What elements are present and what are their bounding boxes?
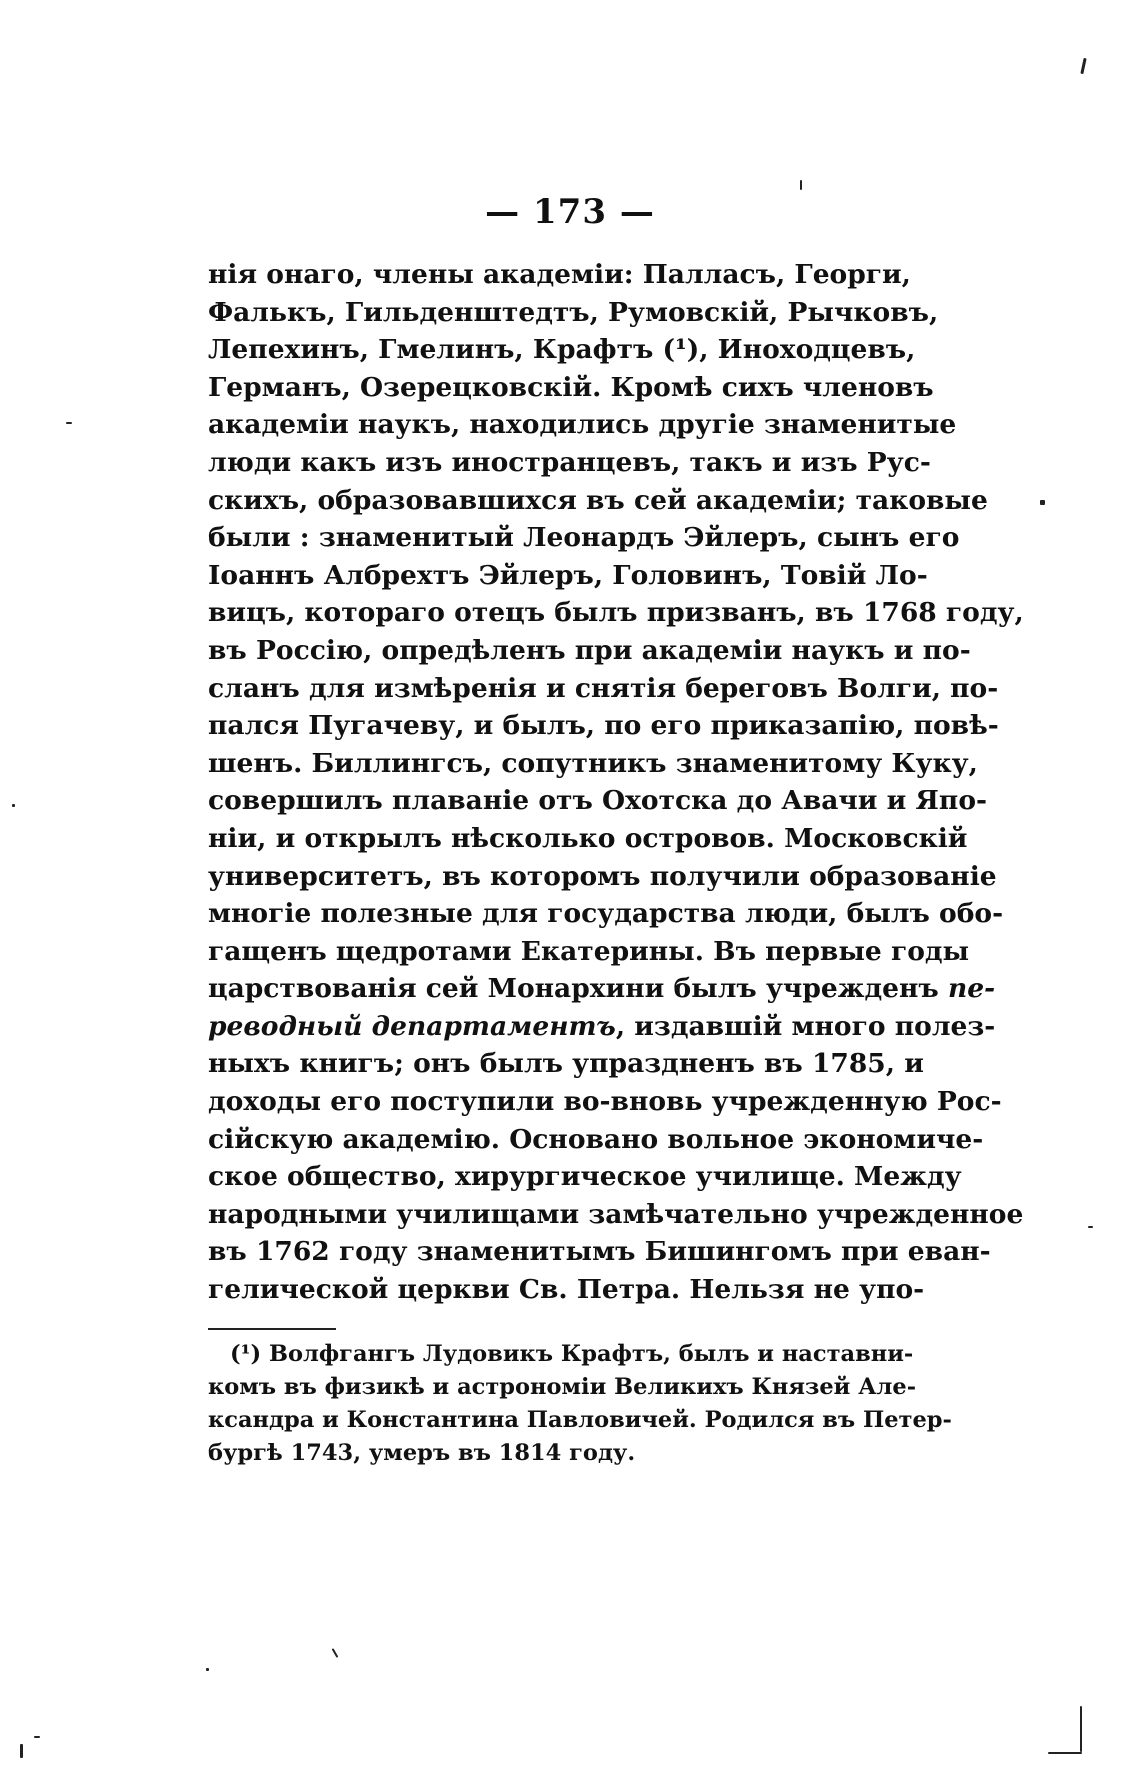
text-line: Фалькъ, Гильденштедтъ, Румовскій, Рычковъ, xyxy=(208,296,939,328)
text-line: вицъ, котораго отецъ былъ призванъ, въ 1768 году, xyxy=(208,597,1024,629)
text-segment: , издавшій много полез- xyxy=(615,1010,996,1042)
scan-speck xyxy=(1040,500,1045,505)
text-line: нія онаго, члены академіи: Палласъ, Георги, xyxy=(208,259,911,290)
footnote-line: ксандра и Константина Павловичей. Родился въ Петер- xyxy=(208,1407,952,1433)
text-line: пался Пугачеву, и былъ, по его приказапію, повѣ- xyxy=(208,710,999,742)
text-line: гелической церкви Св. Петра. Нельзя не упо- xyxy=(208,1274,925,1306)
scan-speck xyxy=(206,1668,209,1671)
text-line: университетъ, въ которомъ получили образованіе xyxy=(208,860,997,892)
text-line: ніи, и открылъ нѣсколько островов. Московскій xyxy=(208,822,968,854)
text-line: Іоаннъ Албрехтъ Эйлеръ, Головинъ, Товій Ло- xyxy=(208,559,928,591)
scan-speck xyxy=(800,180,802,190)
footnote-block xyxy=(208,1338,952,1470)
scan-speck xyxy=(12,804,15,807)
text-line: шенъ. Биллингсъ, сопутникъ знаменитому Куку, xyxy=(208,747,978,779)
page-number: — 173 — xyxy=(485,192,655,232)
footnote-divider xyxy=(208,1328,336,1330)
text-segment: царствованія сей Монархини былъ учрежденъ xyxy=(208,973,939,1005)
footnote-line: бургѣ 1743, умеръ въ 1814 году. xyxy=(208,1440,636,1466)
text-line: Лепехинъ, Гмелинъ, Крафтъ (¹), Иноходцевъ, xyxy=(208,334,916,366)
text-line: были : знаменитый Леонардъ Эйлеръ, сынъ его xyxy=(208,522,960,554)
text-line: сланъ для измѣренія и снятія береговъ Волги, по- xyxy=(208,672,999,704)
text-line: скихъ, образовавшихся въ сей академіи; таковые xyxy=(208,484,988,516)
text-line: ныхъ книгъ; онъ былъ упраздненъ въ 1785, и xyxy=(208,1048,924,1080)
footnote-line: (¹) Волфгангъ Лудовикъ Крафтъ, былъ и наставни- xyxy=(230,1341,914,1367)
scan-speck xyxy=(20,1744,23,1758)
scan-speck xyxy=(66,422,72,424)
text-line: люди какъ изъ иностранцевъ, такъ и изъ Рус- xyxy=(208,446,931,478)
text-line: доходы его поступили во-вновь учрежденную Рос- xyxy=(208,1086,1002,1118)
text-line: академіи наукъ, находились другіе знаменитые xyxy=(208,409,957,441)
italic-segment: пе- xyxy=(947,973,996,1005)
scan-speck xyxy=(1088,1226,1093,1228)
text-line: совершилъ плаваніе отъ Охотска до Авачи и Япо- xyxy=(208,785,987,817)
footnote-line: комъ въ физикѣ и астрономіи Великихъ Князей Але- xyxy=(208,1374,917,1400)
text-line-with-italic xyxy=(208,1008,996,1046)
text-line: въ Россію, опредѣленъ при академіи наукъ и по- xyxy=(208,634,971,666)
scan-speck xyxy=(1080,1706,1082,1752)
text-line: гащенъ щедротами Екатерины. Въ первые годы xyxy=(208,935,970,967)
text-line: сійскую академію. Основано вольное экономиче- xyxy=(208,1123,984,1155)
scan-speck xyxy=(1080,58,1086,74)
scan-speck xyxy=(34,1736,40,1738)
text-line-with-italic xyxy=(208,970,996,1008)
text-line: народными училищами замѣчательно учрежденное xyxy=(208,1198,1024,1230)
scan-speck xyxy=(332,1648,339,1658)
scan-speck xyxy=(1048,1752,1082,1754)
main-text-block xyxy=(208,256,1024,1309)
text-line: многіе полезные для государства люди, былъ обо- xyxy=(208,898,1004,930)
text-line: въ 1762 году знаменитымъ Бишингомъ при еван- xyxy=(208,1236,991,1268)
text-line: ское общество, хирургическое училище. Между xyxy=(208,1161,962,1193)
italic-segment: реводный департаментъ xyxy=(208,1010,616,1042)
text-line: Германъ, Озерецковскій. Кромѣ сихъ членовъ xyxy=(208,371,934,403)
